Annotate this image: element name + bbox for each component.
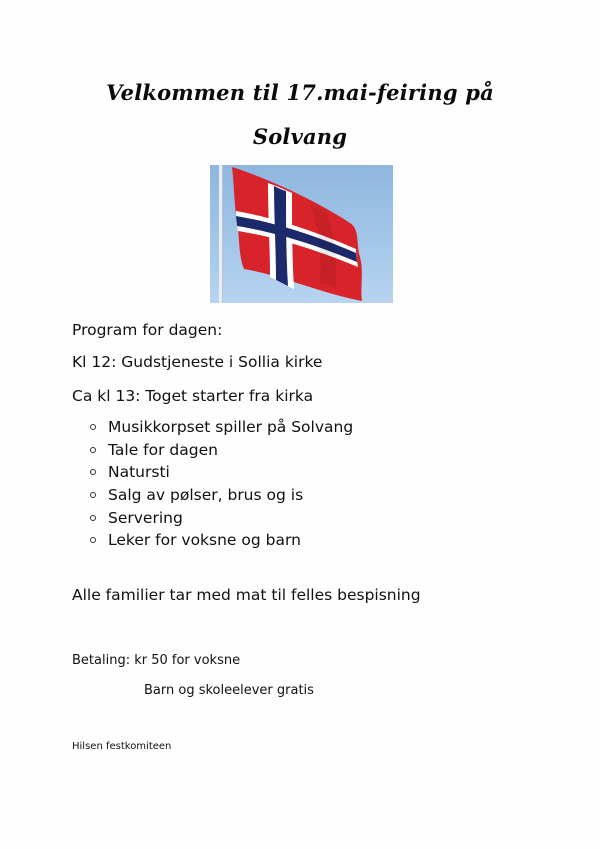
schedule-kl13: Ca kl 13: Toget starter fra kirka (72, 387, 314, 405)
title-line-2: Solvang (252, 124, 348, 149)
families-note: Alle familier tar med mat til felles bespisning (72, 586, 421, 604)
circle-bullet-icon (90, 515, 96, 521)
circle-bullet-icon (90, 469, 96, 475)
circle-bullet-icon (90, 447, 96, 453)
program-list (88, 416, 353, 552)
circle-bullet-icon (90, 424, 96, 430)
list-item (88, 529, 353, 552)
list-item-label: Salg av pølser, brus og is (108, 486, 304, 505)
list-item (88, 484, 353, 507)
payment-line: Betaling: kr 50 for voksne (72, 653, 241, 668)
flagpole-shadow (222, 165, 223, 303)
list-item (88, 439, 353, 462)
list-item (88, 507, 353, 530)
title-line-1: Velkommen til 17.mai-feiring på (106, 80, 494, 105)
list-item (88, 416, 353, 439)
circle-bullet-icon (90, 537, 96, 543)
flag-photo (210, 165, 393, 303)
circle-bullet-icon (90, 492, 96, 498)
norwegian-flag-icon (210, 165, 393, 303)
program-heading: Program for dagen: (72, 321, 223, 339)
list-item-label: Leker for voksne og barn (108, 531, 301, 550)
list-item-label: Natursti (108, 463, 170, 482)
schedule-kl12: Kl 12: Gudstjeneste i Sollia kirke (72, 353, 323, 371)
list-item-label: Musikkorpset spiller på Solvang (108, 418, 354, 436)
greeting-signature: Hilsen festkomiteen (72, 741, 172, 752)
list-item-label: Servering (108, 508, 183, 527)
flagpole (219, 165, 222, 303)
list-item-label: Tale for dagen (108, 440, 218, 459)
list-item (88, 461, 353, 484)
children-free-line: Barn og skoleelever gratis (144, 683, 314, 698)
